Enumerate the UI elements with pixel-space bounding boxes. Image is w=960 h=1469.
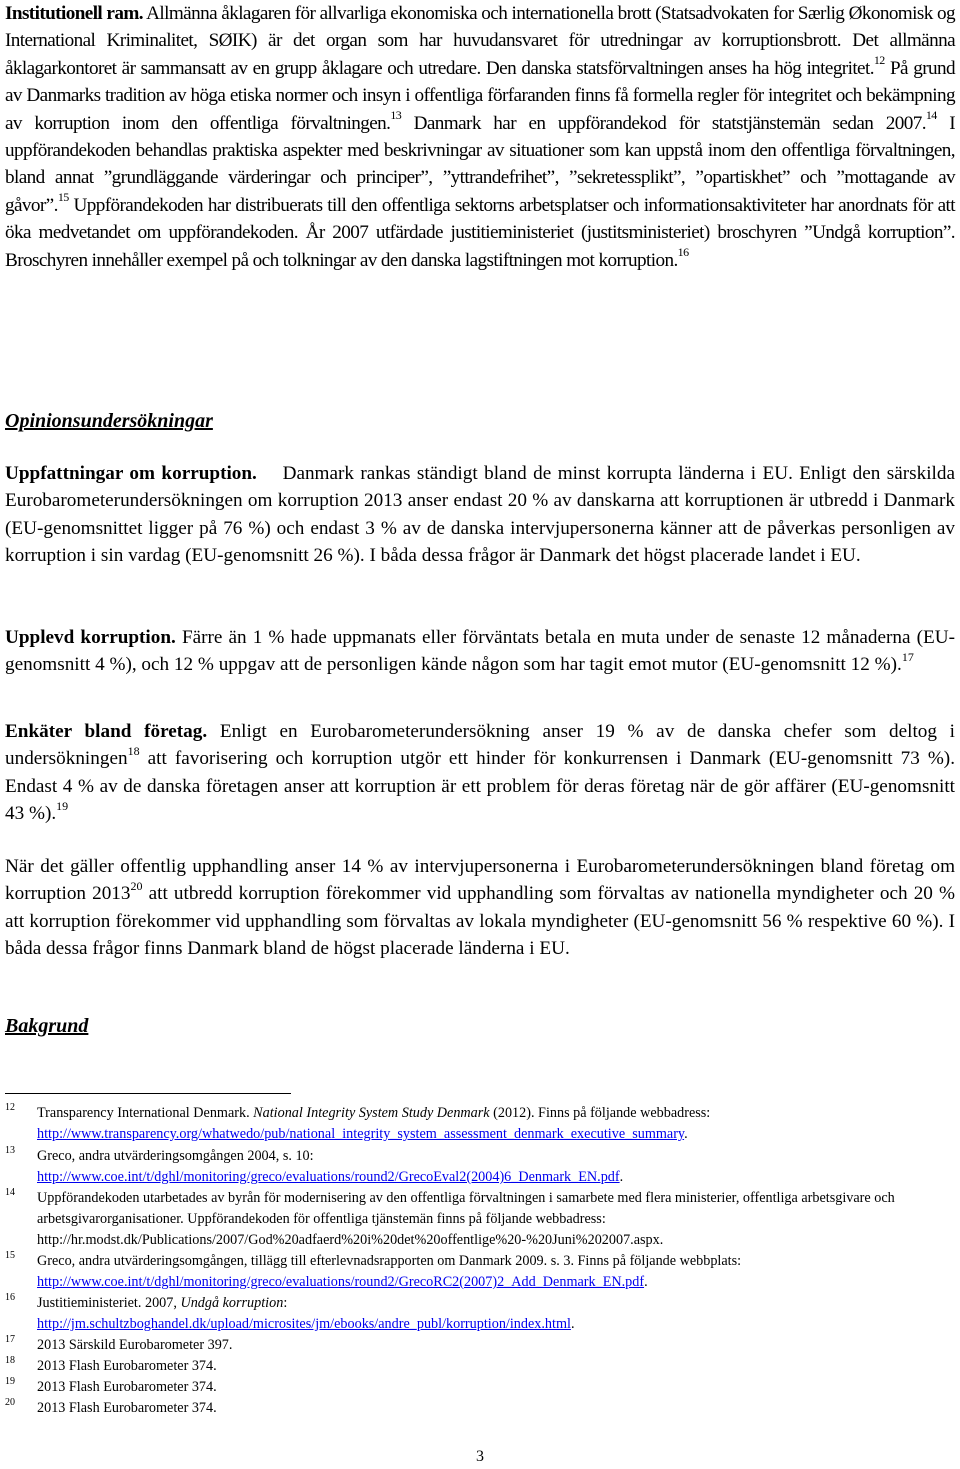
experienced-corruption-paragraph — [5, 624, 955, 679]
para-lead: Uppfattningar om korruption. — [5, 463, 257, 484]
footnote-text: (2012). Finns på följande webbadress: — [489, 1105, 711, 1121]
procurement-paragraph — [5, 853, 955, 963]
footnote-text: Greco, andra utvärderingsomgången, tillägg till efterlevnadsrapporten om Danmark 2009. s. 3. Finns på följande webbplats: — [37, 1253, 742, 1269]
footnote-ref[interactable]: 20 — [130, 879, 143, 894]
footnote-text: : — [283, 1295, 288, 1311]
para-lead: Upplevd korruption. — [5, 627, 176, 648]
business-surveys-paragraph — [5, 718, 955, 828]
footnote-link[interactable]: http://www.transparency.org/whatwedo/pub/national_integrity_system_assessment_denmark_executive_summary — [37, 1126, 685, 1142]
footnote-ref[interactable]: 12 — [873, 53, 885, 68]
footnote-ref[interactable]: 13 — [390, 108, 402, 123]
footnote-number: 16 — [5, 1292, 15, 1303]
footnote-number: 17 — [5, 1334, 15, 1345]
footnote-text: 2013 Flash Eurobarometer 374. — [37, 1400, 217, 1416]
footnote-link[interactable]: http://www.coe.int/t/dghl/monitoring/greco/evaluations/round2/GrecoEval2(2004)6_Denmark_EN.pdf — [37, 1169, 620, 1185]
footnote-text: Transparency International Denmark. — [37, 1105, 254, 1121]
para-text: På grund av Danmarks tradition av höga etiska normer och insyn i offentliga förfaranden finns få formella regler för integritet och bekämpning av korruption inom den offentliga förvaltningen. — [5, 57, 955, 134]
para-text: Danmark har en uppförandekod för statstjänstemän sedan 2007. — [401, 112, 926, 134]
footnote-number: 12 — [5, 1102, 15, 1113]
perception-paragraph — [5, 460, 960, 570]
para-text: Färre än 1 % hade uppmanats eller förväntats betala en muta under de senaste 12 månaderna (EU-genomsnitt 4 %), och 12 % uppgav att de personligen kände någon som har tagit emot mutor (EU-genomsnitt 12 %). — [5, 627, 955, 676]
footnote-link[interactable]: http://www.coe.int/t/dghl/monitoring/greco/evaluations/round2/GrecoRC2(2007)2_Add_Denmark_EN.pdf — [37, 1274, 645, 1290]
footnote-text: . — [570, 1316, 575, 1332]
footnote-number: 18 — [5, 1355, 15, 1366]
footnote-ref[interactable]: 15 — [57, 190, 69, 205]
footnote-text: Uppförandekoden utarbetades av byrån för modernisering av den offentliga förvaltningen i samarbete med flera ministerier, offentliga arbetsgivare och arbetsgivarorganisationer. Uppförandekoden för offentliga tjänstemän finns på följande webbadress: http://hr.modst.dk/Publications/2007/God%20adfaerd%20i%20det%20offentlige%20-%20Juni%202007.aspx. — [37, 1190, 895, 1248]
footnote-text: 2013 Flash Eurobarometer 374. — [37, 1379, 217, 1395]
footnote-ref[interactable]: 18 — [127, 744, 140, 759]
heading-opinion-surveys: Opinionsundersökningar — [5, 410, 213, 432]
para-lead: Enkäter bland företag. — [5, 721, 208, 742]
footnote-number: 13 — [5, 1145, 15, 1156]
footnote-number: 19 — [5, 1376, 15, 1387]
institutional-framework-paragraph — [5, 0, 955, 274]
footnote-ref[interactable]: 16 — [677, 245, 689, 260]
para-text: att utbredd korruption förekommer vid upphandling som förvaltas av nationella myndigheter och 20 % att korruption förekommer vid upphandling som förvaltas av lokala myndigheter (EU-genomsnitt 56 % respektive 60 %). I båda dessa frågor finns Danmark bland de högst placerade länderna i EU. — [5, 883, 955, 960]
footnote-text: . — [644, 1274, 648, 1290]
footnote-ref[interactable]: 17 — [901, 650, 914, 665]
footnote-number: 20 — [5, 1397, 15, 1408]
para-text: I uppförandekoden behandlas praktiska aspekter med beskrivningar av situationer som kan uppstå inom den offentliga förvaltningen, bland annat ”grundläggande värderingar och principer”, ”yttrandefrihet”, ”sekretessplikt”, ”opartiskhet” och ”mottagande av gåvor”. — [5, 112, 955, 216]
para-text: Danmark rankas ständigt bland de minst korrupta länderna i EU. Enligt den särskilda Eurobarometerundersökningen om korruption 2013 anser endast 20 % av danskarna att korruptionen är utbredd i Danmark (EU-genomsnittet ligger på 76 %) och endast 3 % av de danska intervjupersonerna känner att de påverkas personligen av korruption i sin vardag (EU-genomsnitt 26 %). I båda dessa frågor är Danmark det högst placerade landet i EU. — [5, 463, 960, 567]
footnote-title: Undgå korruption — [180, 1295, 284, 1311]
footnote-separator — [5, 1093, 291, 1094]
para-text: Enligt en Eurobarometerundersökning anser 19 % av de danska chefer som deltog i undersökningen — [5, 721, 955, 770]
footnote-number: 15 — [5, 1250, 15, 1261]
para-text: Allmänna åklagaren för allvarliga ekonomiska och internationella brott (Statsadvokaten for Særlig Økonomisk og International Kriminalitet, SØIK) är det organ som har huvudansvaret för utredningar av korruptionsbrott. Det allmänna åklagarkontoret är sammansatt av en grupp åklagare och utredare. Den danska statsförvaltningen anses ha hög integritet. — [5, 3, 955, 79]
footnote-text: Greco, andra utvärderingsomgången 2004, s. 10: — [37, 1148, 314, 1164]
footnote-text: . — [619, 1169, 624, 1185]
footnote-text: 2013 Flash Eurobarometer 374. — [37, 1358, 217, 1374]
footnote-title: National Integrity System Study Denmark — [253, 1105, 490, 1121]
page-number: 3 — [476, 1448, 484, 1465]
para-text: Uppförandekoden har distribuerats till den offentliga sektorns arbetsplatser och informationsaktiviteter har anordnats för att öka medvetandet om uppförandekoden. År 2007 utfärdade justitieministeriet (justitsministeriet) broschyren ”Undgå korruption”. Broschyren innehåller exempel på och tolkningar av den danska lagstiftningen mot korruption. — [5, 194, 955, 271]
footnote-ref[interactable]: 19 — [56, 798, 69, 813]
footnote-text: 2013 Särskild Eurobarometer 397. — [37, 1337, 233, 1353]
footnote-link[interactable]: http://jm.schultzboghandel.dk/upload/microsites/jm/ebooks/andre_publ/korruption/index.html — [37, 1316, 571, 1332]
para-lead: Institutionell ram. — [5, 3, 143, 24]
footnote-number: 14 — [5, 1187, 15, 1198]
footnote-text: Justitieministeriet. 2007, — [37, 1295, 181, 1311]
para-text: att favorisering och korruption utgör ett hinder för konkurrensen i Danmark (EU-genomsnitt 73 %). Endast 4 % av de danska företagen anser att korruption är ett problem för deras företag när de gör affärer (EU-genomsnitt 43 %). — [5, 748, 955, 825]
heading-background: Bakgrund — [5, 1015, 89, 1037]
para-text: När det gäller offentlig upphandling anser 14 % av intervjupersonerna i Eurobarometerundersökningen bland företag om korruption 2013 — [5, 856, 955, 905]
footnote-ref[interactable]: 14 — [925, 108, 937, 123]
footnote-text: . — [684, 1126, 688, 1142]
